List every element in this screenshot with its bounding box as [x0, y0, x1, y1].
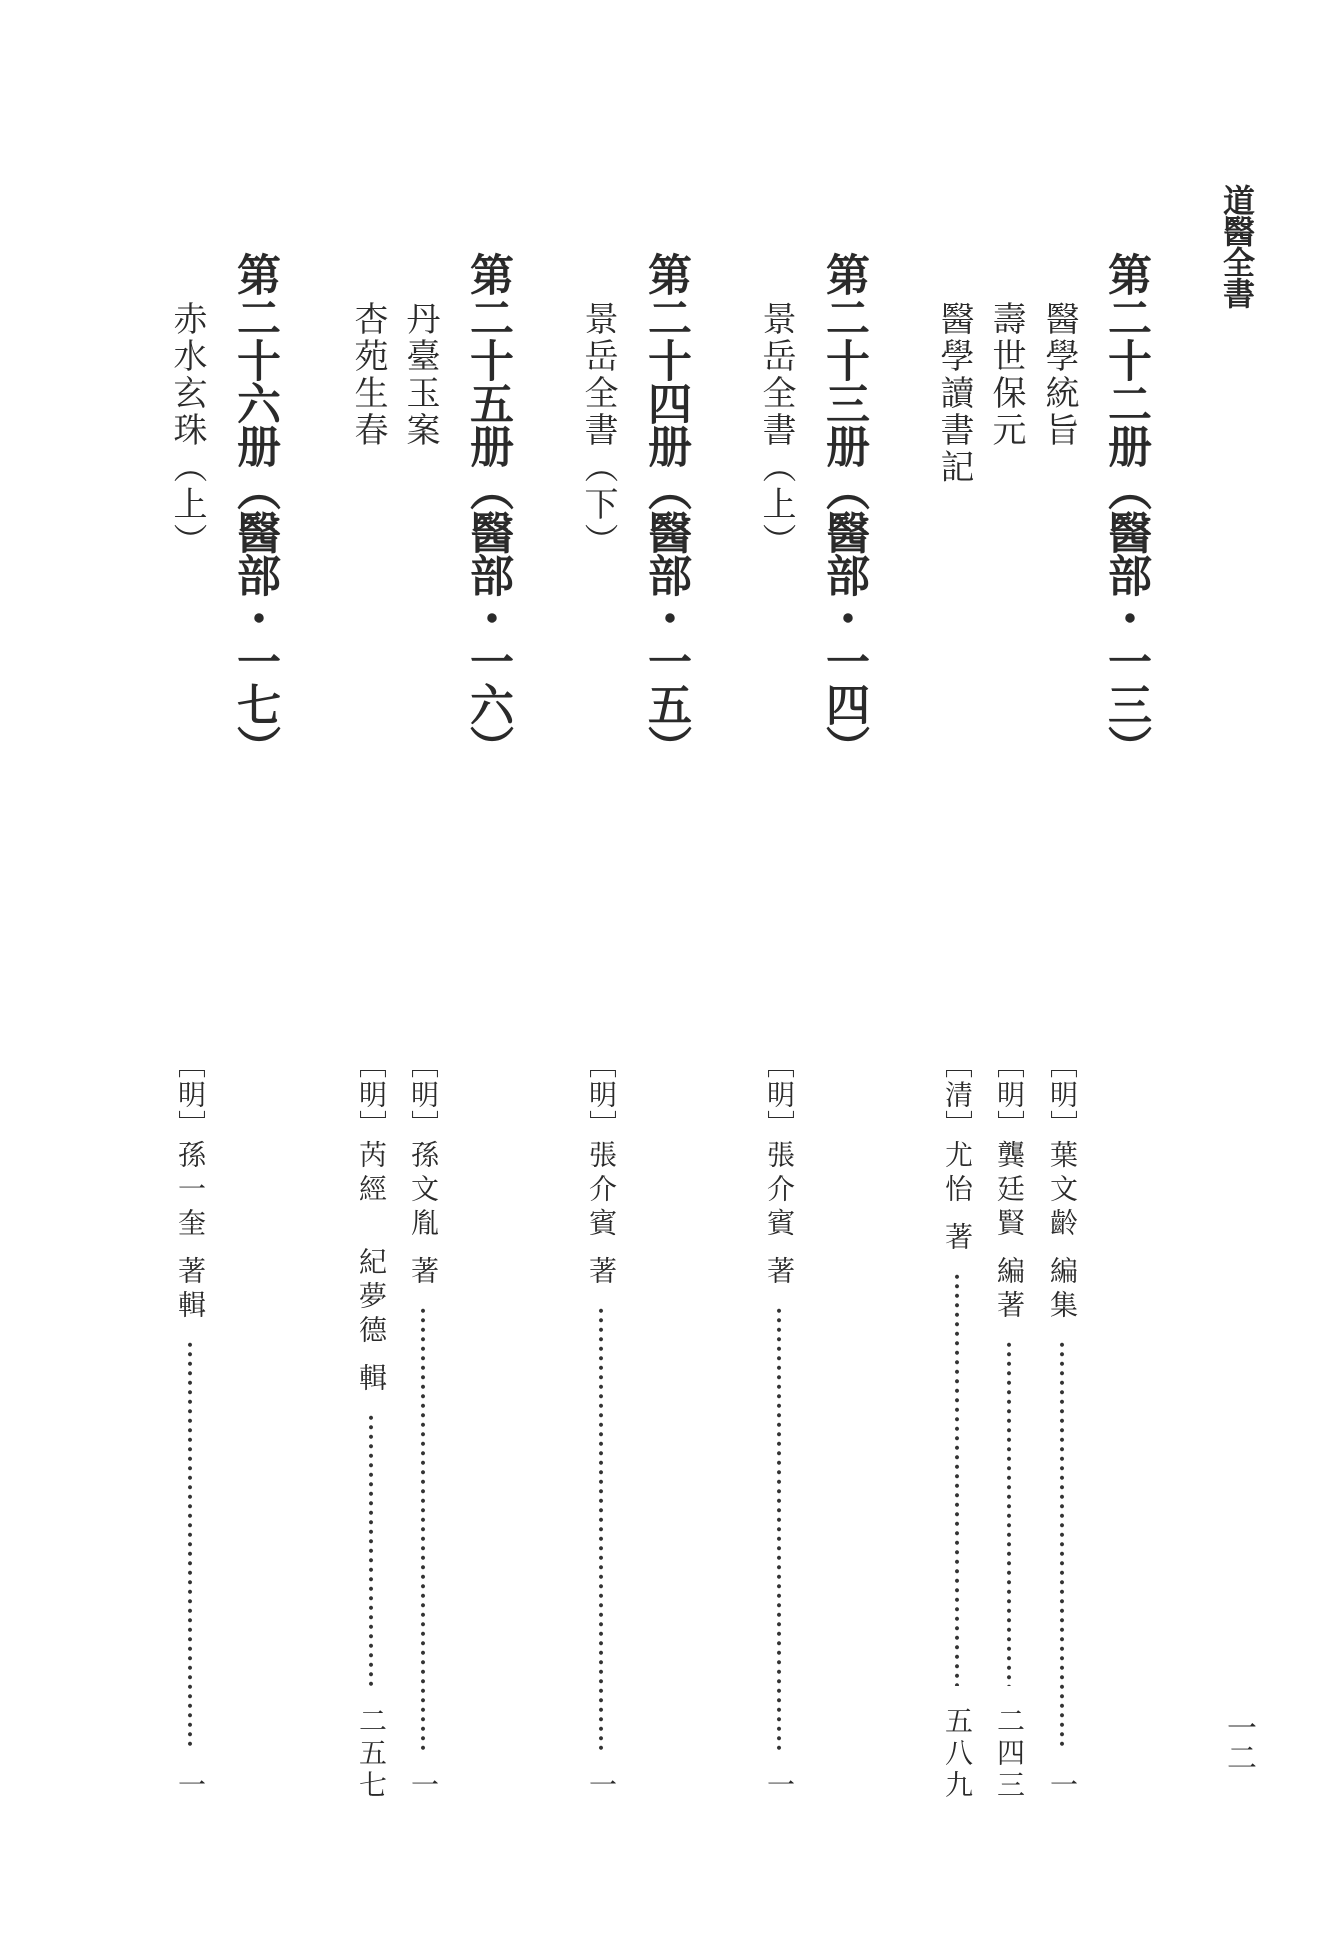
author: 葉文齡: [1046, 1140, 1079, 1242]
work-title: 景岳全書（下）: [578, 301, 618, 560]
page-ref: 一: [1046, 1770, 1079, 1802]
author: 孫文胤: [407, 1140, 440, 1242]
author: 尤怡: [941, 1140, 974, 1208]
toc-entry: [168, 1050, 212, 1802]
role: 編集: [1046, 1256, 1079, 1324]
work-title: 赤水玄珠（上）: [167, 301, 207, 560]
volume-heading: 第二十五册（醫部・一六）: [462, 252, 513, 768]
running-header-title: 道醫全書: [1218, 184, 1256, 308]
dot-leader: [349, 1413, 393, 1686]
toc-entry: [401, 1050, 445, 1802]
author: 孫一奎: [174, 1140, 207, 1242]
page-ref: 一: [763, 1770, 796, 1802]
page-ref: 二四三: [993, 1706, 1026, 1802]
dot-leader: [579, 1306, 623, 1750]
role: 著: [763, 1256, 796, 1290]
dot-leader: [935, 1272, 979, 1686]
role: 著: [407, 1256, 440, 1290]
page-ref: 一: [174, 1770, 207, 1802]
volume-heading: 第二十三册（醫部・一四）: [818, 252, 869, 768]
dot-leader: [1040, 1340, 1084, 1750]
role: 輯: [355, 1363, 388, 1397]
role: 編著: [993, 1256, 1026, 1324]
role: 著: [941, 1222, 974, 1256]
work-title: 醫學統旨: [1039, 301, 1079, 449]
toc-entry: [987, 1050, 1031, 1802]
author: 張介賓: [763, 1140, 796, 1242]
author: 芮經 紀夢德: [355, 1140, 388, 1349]
work-title: 景岳全書（上）: [756, 301, 796, 560]
dynasty: ［明］: [585, 1050, 618, 1140]
volume-heading: 第二十二册（醫部・一三）: [1100, 252, 1151, 768]
page-ref: 一: [407, 1770, 440, 1802]
work-title: 醫學讀書記: [934, 301, 974, 486]
work-title: 丹臺玉案: [400, 301, 440, 449]
toc-entry: [935, 1050, 979, 1802]
author: 張介賓: [585, 1140, 618, 1242]
page-ref: 二五七: [355, 1706, 388, 1802]
toc-entry: [1040, 1050, 1084, 1802]
toc-entry: [349, 1050, 393, 1802]
volume-heading: 第二十四册（醫部・一五）: [640, 252, 691, 768]
page-ref: 一: [585, 1770, 618, 1802]
dynasty: ［明］: [174, 1050, 207, 1140]
dot-leader: [987, 1340, 1031, 1686]
author: 龔廷賢: [993, 1140, 1026, 1242]
dynasty: ［明］: [763, 1050, 796, 1140]
dynasty: ［明］: [993, 1050, 1026, 1140]
dot-leader: [401, 1306, 445, 1750]
toc-entry: [757, 1050, 801, 1802]
work-title: 壽世保元: [986, 301, 1026, 449]
dynasty: ［清］: [941, 1050, 974, 1140]
role: 著: [585, 1256, 618, 1290]
dot-leader: [168, 1340, 212, 1750]
page-number: 一二: [1221, 1712, 1256, 1772]
page-ref: 五八九: [941, 1706, 974, 1802]
dynasty: ［明］: [1046, 1050, 1079, 1140]
dynasty: ［明］: [355, 1050, 388, 1140]
dynasty: ［明］: [407, 1050, 440, 1140]
work-title: 杏苑生春: [348, 301, 388, 449]
dot-leader: [757, 1306, 801, 1750]
volume-heading: 第二十六册（醫部・一七）: [229, 252, 280, 768]
toc-entry: [579, 1050, 623, 1802]
role: 著輯: [174, 1256, 207, 1324]
